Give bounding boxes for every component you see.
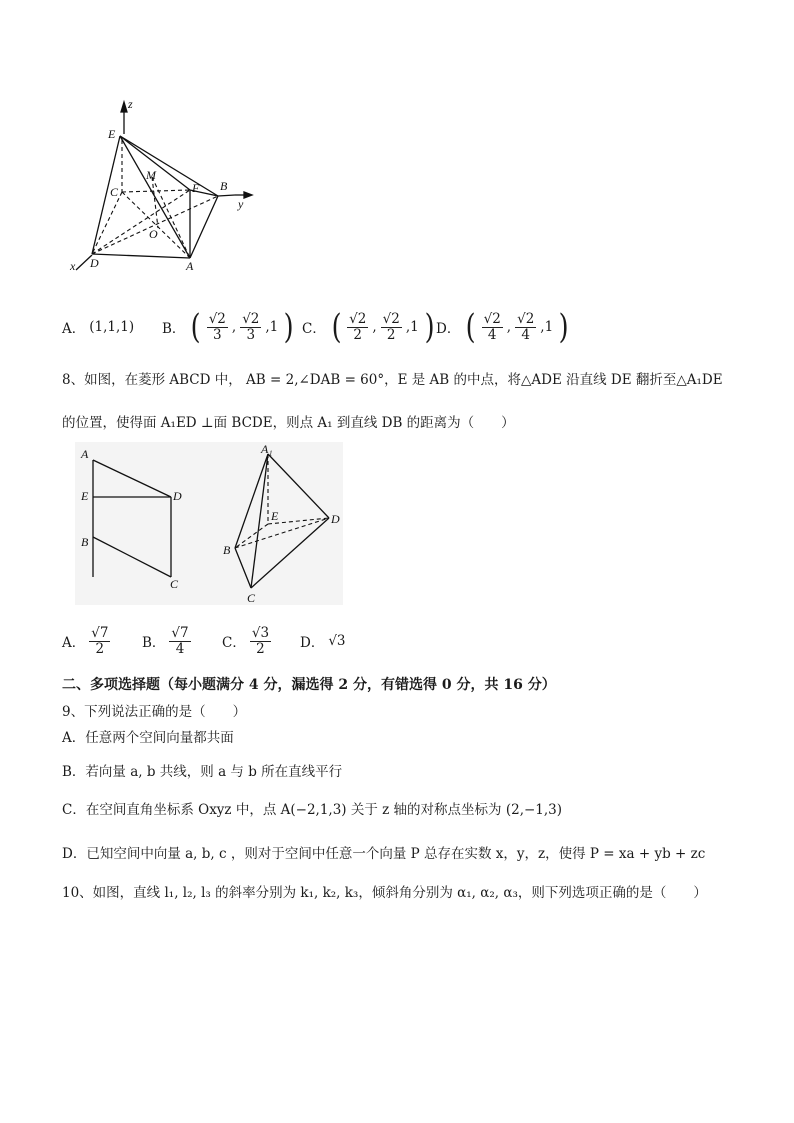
point-label-A: A	[186, 259, 194, 273]
q9-option-a: A．任意两个空间向量都共面	[62, 730, 234, 746]
pyramid-figure	[60, 92, 260, 282]
q8-line-2: 的位置，使得面 A₁ED ⊥面 BCDE，则点 A₁ 到直线 DB 的距离为（ ）	[62, 415, 515, 431]
point-label-F: F	[192, 181, 200, 195]
q7-option-b: B． ( $\frac{√2}{3}$ , $\frac{√2}{3}$ ,1 )	[162, 307, 294, 347]
q10-stem: 10、如图，直线 l₁, l₂, l₃ 的斜率分别为 k₁, k₂, k₃，倾斜角分别为 α₁, α₂, α₃，则下列选项正确的是（ ）	[62, 885, 707, 901]
q9-option-d: D．已知空间中向量 a, b, c ，则对于空间中任意一个向量 P 总存在实数 x，y，z，使得 P = xa + yb + zc	[62, 846, 706, 862]
q8-option-d: D． √3	[300, 633, 346, 651]
q7-option-a: A． (1,1,1)	[62, 319, 135, 337]
left-label-D: D	[173, 489, 182, 503]
q8-line-1: 8、如图，在菱形 ABCD 中， AB = 2,∠DAB = 60°，E 是 AB 的中点，将△ADE 沿直线 DE 翻折至△A₁DE	[62, 372, 723, 388]
point-label-M: M	[146, 168, 156, 182]
right-label-C: C	[247, 591, 256, 605]
left-label-C: C	[170, 577, 179, 591]
section-title: 二、多项选择题（每小题满分 4 分，漏选得 2 分，有错选得 0 分，共 16 分）	[62, 677, 556, 693]
q9-option-b: B．若向量 a, b 共线，则 a 与 b 所在直线平行	[62, 764, 343, 780]
point-label-B: B	[220, 179, 228, 193]
right-label-B: B	[223, 543, 231, 557]
q7-option-d: D． ( $\frac{√2}{4}$ , $\frac{√2}{4}$ ,1 )	[436, 307, 569, 347]
left-label-A: A	[81, 447, 89, 461]
q8-options	[62, 620, 346, 662]
left-label-B: B	[81, 535, 89, 549]
point-label-C: C	[110, 185, 119, 199]
axis-label-y: y	[238, 197, 244, 211]
q8-option-b: B． $\frac{√7}{4}$	[142, 625, 189, 657]
q9-option-c: C．在空间直角坐标系 Oxyz 中，点 A(−2,1,3) 关于 z 轴的对称点坐标为 (2,−1,3)	[62, 802, 563, 818]
right-label-A1: A₁	[261, 442, 273, 456]
rhombus-fold-figure	[75, 442, 343, 605]
point-label-E: E	[108, 127, 116, 141]
point-label-D: D	[90, 256, 99, 270]
q8-option-c: C． $\frac{√3}{2}$	[222, 625, 270, 657]
right-label-D: D	[331, 512, 340, 526]
left-label-E: E	[81, 489, 89, 503]
q7-option-c: C． ( $\frac{√2}{2}$ , $\frac{√2}{2}$ ,1 )	[302, 307, 435, 347]
right-label-E: E	[271, 509, 279, 523]
axis-label-z: z	[128, 97, 133, 111]
q7-options	[62, 305, 570, 349]
q9-stem: 9、下列说法正确的是（ ）	[62, 704, 247, 720]
q8-option-a: A． $\frac{√7}{2}$	[62, 625, 109, 657]
axis-label-x: x	[70, 259, 76, 273]
point-label-O: O	[149, 227, 158, 241]
